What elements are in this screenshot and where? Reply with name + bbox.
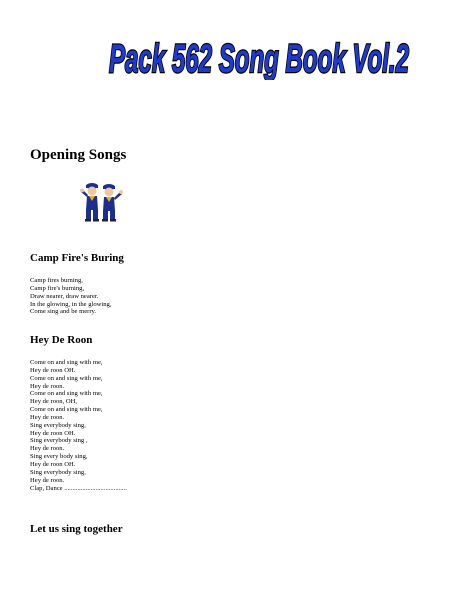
lyric-line: Sing everybody sing, [30, 468, 86, 476]
banner-title: Pack 562 Song Book Vol.2 [109, 37, 409, 80]
song-lyrics-hey-de-roon [30, 359, 127, 492]
lyric-line: Come on and sing with me, [30, 390, 103, 398]
lyric-line: Come on and sing with me, [30, 374, 103, 382]
lyric-line: Hey de roon. [30, 382, 65, 390]
lyric-line: Camp fires burning, [30, 277, 83, 284]
lyric-line: In the glowing, in the glowing, [30, 300, 112, 308]
songbook-banner [104, 34, 414, 80]
lyric-line: Hey de roon OH. [30, 366, 76, 374]
lyric-line: Camp fire's burning, [30, 284, 85, 292]
lyric-line: Come on and sing with me, [30, 359, 103, 366]
lyric-line: Hey de roon. [30, 445, 65, 453]
song-title-hey-de-roon: Hey De Roon [30, 334, 93, 346]
lyric-line: Clap, Dance ...................................... [30, 484, 127, 492]
lyric-line: Hey de roon OH. [30, 429, 76, 437]
banner-wordart [104, 34, 414, 80]
lyric-line: Hey de roon. [30, 413, 65, 421]
lyric-line: Hey de roon, OH, [30, 398, 78, 406]
lyric-line: Come sing and be merry. [30, 308, 97, 316]
lyric-line: Hey de roon. [30, 476, 65, 484]
song-title-let-us-sing-together: Let us sing together [30, 523, 123, 535]
song-title-camp-fires-buring: Camp Fire's Buring [30, 252, 124, 264]
song-lyrics-camp-fires-buring [30, 277, 112, 316]
lyric-line: Sing every body sing, [30, 453, 88, 461]
lyric-line: Hey de roon OH. [30, 460, 76, 468]
section-heading-opening-songs: Opening Songs [30, 147, 127, 163]
lyric-line: Come on and sing with me, [30, 406, 103, 414]
lyric-line: Sing everybody sing , [30, 437, 88, 445]
two-cub-scouts-singing-icon [78, 180, 124, 222]
lyric-line: Sing everybody sing, [30, 421, 86, 429]
lyric-line: Draw nearer, draw nearer. [30, 292, 99, 300]
cub-scouts-clipart [78, 180, 124, 222]
